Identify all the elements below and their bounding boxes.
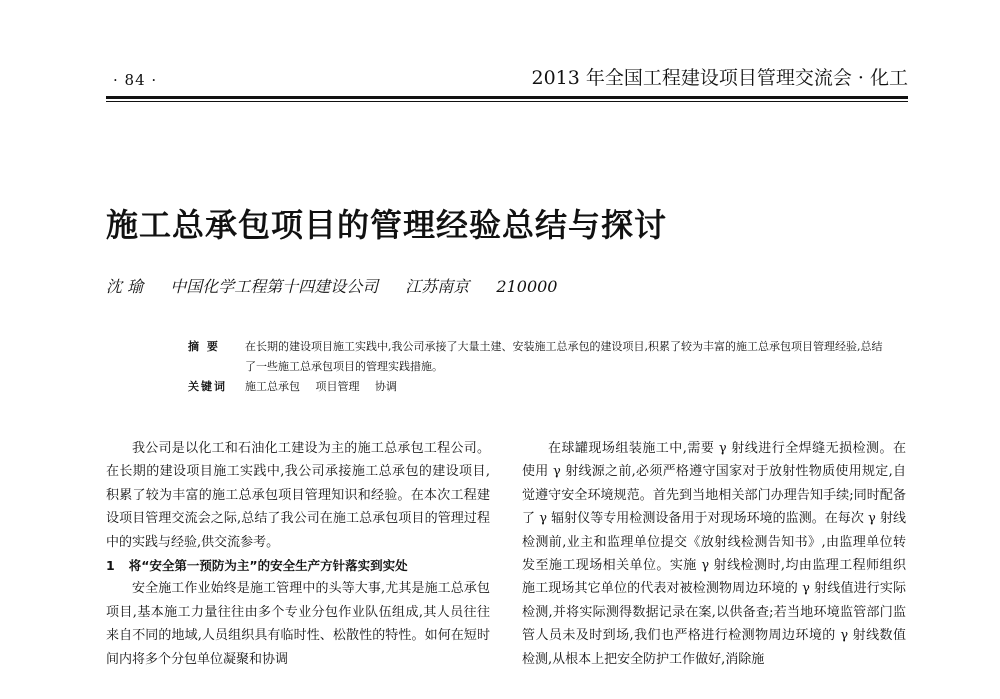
keyword-item: 项目管理	[315, 380, 360, 393]
keyword-item: 施工总承包	[245, 380, 300, 393]
running-head: 2013 年全国工程建设项目管理交流会 · 化工	[531, 67, 908, 89]
header-rule-thin	[106, 101, 908, 102]
author-line	[106, 274, 579, 297]
affiliation: 中国化学工程第十四建设公司	[170, 277, 379, 296]
section-number: 1	[106, 558, 115, 574]
keywords-row	[188, 377, 888, 397]
keywords-list	[245, 377, 888, 397]
section-1-paragraph: 安全施工作业始终是施工管理中的头等大事,尤其是施工总承包项目,基本施工力量往往由多个专业分包作业队伍组成,其人员往往来自不同的地域,人员组织具有临时性、松散性的特性。如何在短时间内将多个分包单位凝聚和协调	[106, 581, 490, 667]
intro-paragraph: 我公司是以化工和石油化工建设为主的施工总承包工程公司。在长期的建设项目施工实践中,我公司承接施工总承包的建设项目,积累了较为丰富的施工总承包项目管理知识和经验。在本次工程建设项目管理交流会之际,总结了我公司在施工总承包项目的管理过程中的实践与经验,供交流参考。	[106, 441, 490, 550]
location: 江苏南京	[405, 277, 470, 296]
page-number: · 84 ·	[113, 71, 158, 89]
right-paragraph: 在球罐现场组装施工中,需要 γ 射线进行全焊缝无损检测。在使用 γ 射线源之前,必须严格遵守国家对于放射性物质使用规定,自觉遵守安全环境规范。首先到当地相关部门办理告知手续;同时配备了 γ 辐射仪等专用检测设备用于对现场环境的监测。在每次 γ 射线检测前,业主和监理单位提交《放射线检测告知书》,由监理单位转发至施工现场相关单位。实施 γ 射线检测时,均由监理工程师组织施工现场其它单位的代表对被检测物周边环境的 γ 射线值进行实际检测,并将实际测得数据记录在案,以供备查;若当地环境监管部门监管人员未及时到场,我们也严格进行检测物周边环境的 γ 射线数值检测,从根本上把安全防护工作做好,消除施	[522, 441, 906, 667]
abstract-label: 摘 要	[188, 340, 220, 353]
keyword-item: 协调	[375, 380, 397, 393]
keywords-label: 关键词	[188, 380, 227, 393]
abstract-text: 在长期的建设项目施工实践中,我公司承接了大量土建、安装施工总承包的建设项目,积累了较为丰富的施工总承包项目管理经验,总结了一些施工总承包项目的管理实践措施。	[245, 340, 883, 373]
author-name: 沈 瑜	[106, 277, 144, 296]
abstract-row	[188, 337, 888, 377]
section-heading-1	[106, 554, 490, 577]
header-rule-thick	[106, 96, 908, 99]
section-title: 将“安全第一预防为主”的安全生产方针落实到实处	[128, 558, 408, 574]
body-column-left	[106, 437, 490, 671]
abstract-block	[188, 337, 888, 397]
article-title: 施工总承包项目的管理经验总结与探讨	[106, 206, 668, 244]
body-column-right	[522, 437, 906, 671]
postcode: 210000	[496, 277, 558, 296]
